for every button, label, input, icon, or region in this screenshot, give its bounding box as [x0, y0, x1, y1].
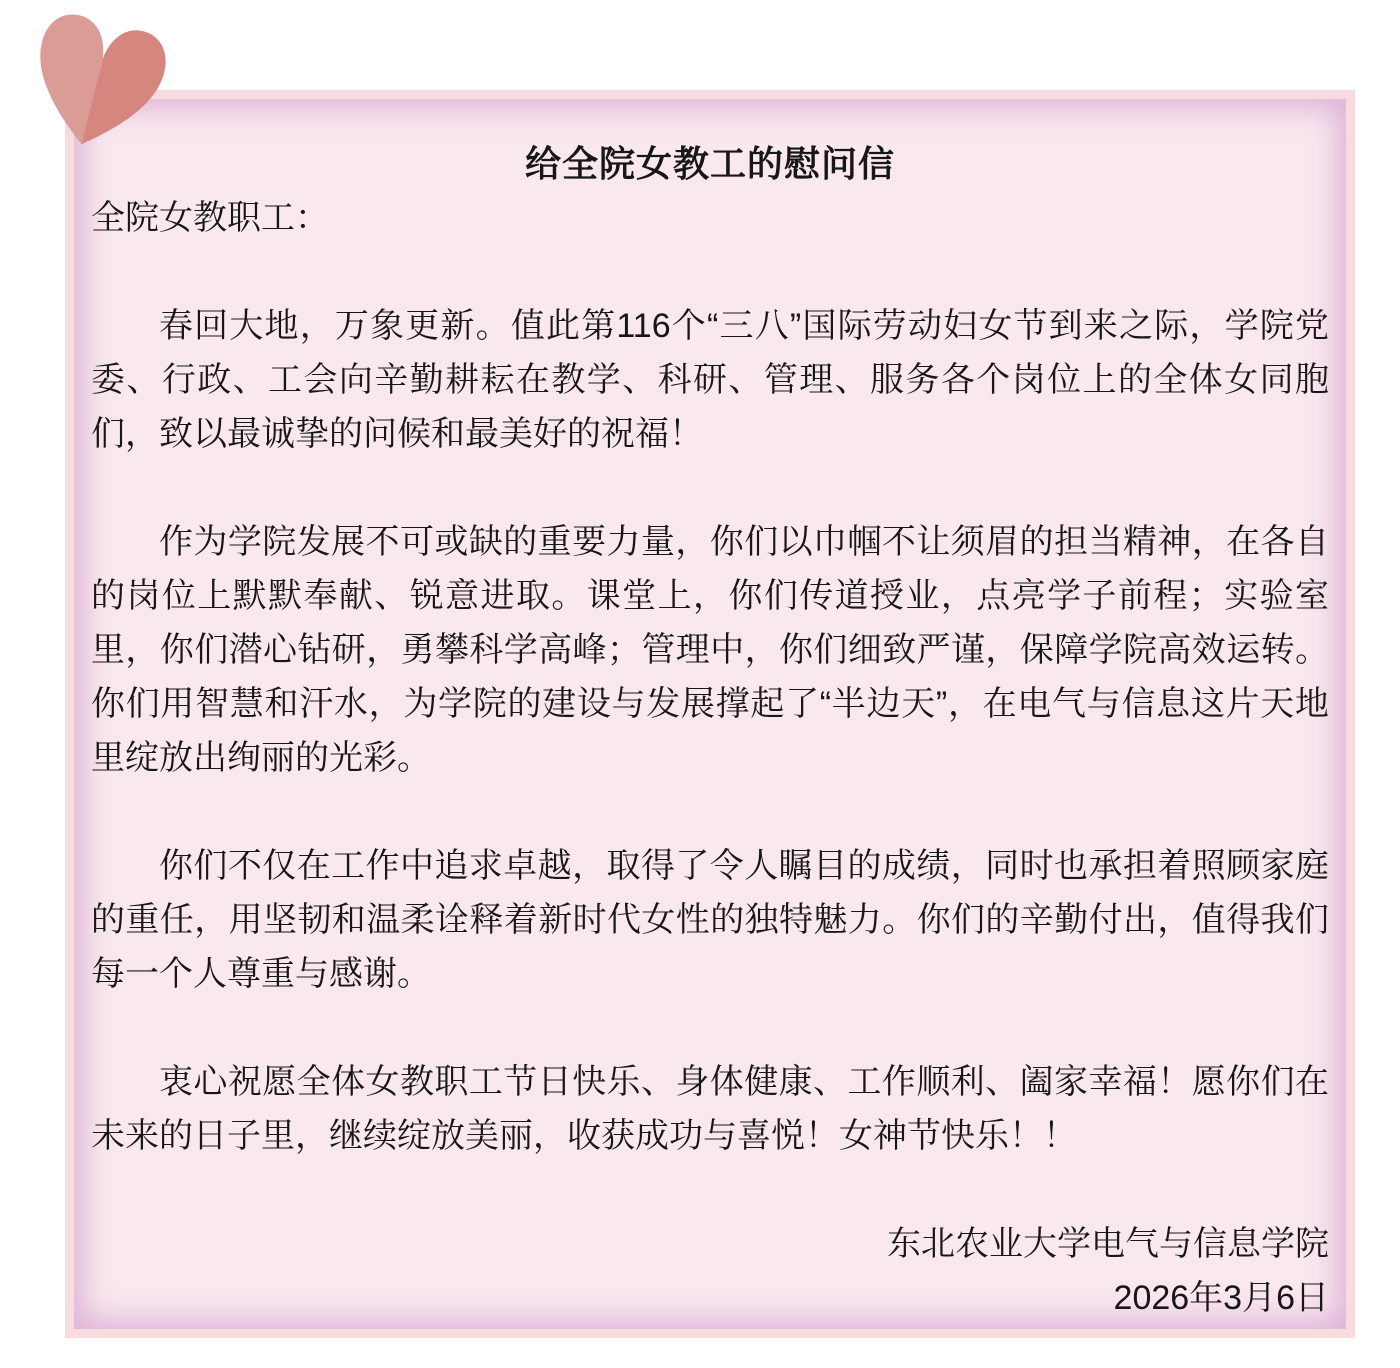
- letter-content: [74, 99, 1346, 1329]
- letter-signature: 东北农业大学电气与信息学院: [887, 1225, 1329, 1263]
- letter-date: 2026年3月6日: [1113, 1279, 1329, 1317]
- heart-icon: [26, 12, 166, 154]
- letter-salutation: 全院女教职工：: [91, 199, 329, 237]
- letter-paragraph-contribution: 作为学院发展不可或缺的重要力量，你们以巾帼不让须眉的担当精神，在各自的岗位上默默奉献、锐意进取。课堂上，你们传道授业，点亮学子前程；实验室里，你们潜心钻研，勇攀科学高峰；管理中，你们细致严谨，保障学院高效运转。你们用智慧和汗水，为学院的建设与发展撑起了“半边天”，在电气与信息这片天地里绽放出绚丽的光彩。: [91, 523, 1329, 777]
- letter-paragraph-wishes: 衷心祝愿全体女教职工节日快乐、身体健康、工作顺利、阖家幸福！愿你们在未来的日子里，继续绽放美丽，收获成功与喜悦！女神节快乐！！: [91, 1063, 1329, 1155]
- letter-card: [65, 90, 1355, 1338]
- letter-title: 给全院女教工的慰问信: [524, 143, 895, 184]
- letter-paragraph-greeting: 春回大地，万象更新。值此第116个“三八”国际劳动妇女节到来之际，学院党委、行政、工会向辛勤耕耘在教学、科研、管理、服务各个岗位上的全体女同胞们，致以最诚挚的问候和最美好的祝福！: [91, 307, 1329, 453]
- signature-block: [91, 1217, 1329, 1325]
- letter-paragraph-gratitude: 你们不仅在工作中追求卓越，取得了令人瞩目的成绩，同时也承担着照顾家庭的重任，用坚韧和温柔诠释着新时代女性的独特魅力。你们的辛勤付出，值得我们每一个人尊重与感谢。: [91, 847, 1329, 993]
